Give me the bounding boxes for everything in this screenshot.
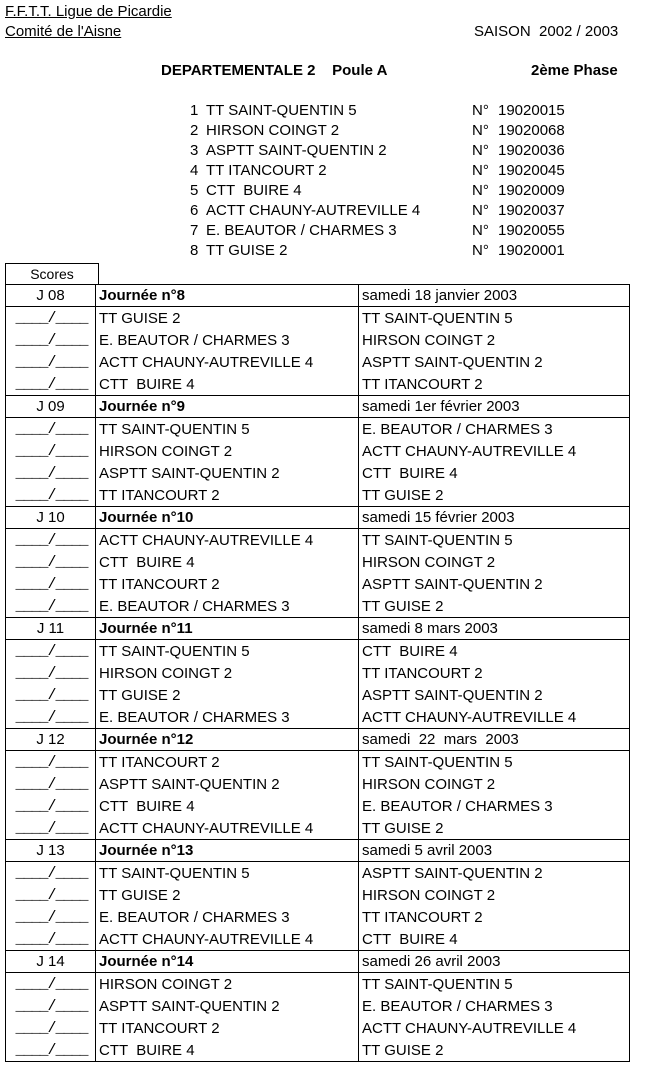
match-row — [6, 906, 630, 928]
away-team: TT SAINT-QUENTIN 5 — [359, 307, 630, 330]
match-row — [6, 706, 630, 729]
team-list — [190, 101, 590, 261]
schedule-table — [5, 263, 630, 1062]
team-name: ACTT CHAUNY-AUTREVILLE 4 — [206, 202, 421, 219]
round-title: Journée n°13 — [96, 840, 359, 862]
score-blank[interactable]: ____/____ — [15, 976, 88, 993]
score-blank[interactable]: ____/____ — [15, 354, 88, 371]
team-number: 5 — [190, 182, 199, 199]
score-blank[interactable]: ____/____ — [15, 776, 88, 793]
away-team: CTT BUIRE 4 — [359, 462, 630, 484]
away-team: ASPTT SAINT-QUENTIN 2 — [359, 351, 630, 373]
score-field[interactable] — [6, 307, 96, 330]
division-title: DEPARTEMENTALE 2 Poule A — [161, 62, 388, 79]
team-row — [190, 241, 590, 261]
team-code: 19020037 — [498, 202, 565, 219]
team-name: TT GUISE 2 — [206, 242, 288, 259]
match-row — [6, 773, 630, 795]
away-team: CTT BUIRE 4 — [359, 928, 630, 951]
away-team: ACTT CHAUNY-AUTREVILLE 4 — [359, 1017, 630, 1039]
score-blank[interactable]: ____/____ — [15, 421, 88, 438]
round-header-row — [6, 285, 630, 307]
team-row — [190, 121, 590, 141]
team-no-label: N° — [472, 222, 489, 239]
score-blank[interactable]: ____/____ — [15, 443, 88, 460]
match-row — [6, 462, 630, 484]
score-blank[interactable]: ____/____ — [15, 665, 88, 682]
away-team: TT ITANCOURT 2 — [359, 373, 630, 396]
home-team: ASPTT SAINT-QUENTIN 2 — [96, 462, 359, 484]
home-team: HIRSON COINGT 2 — [96, 440, 359, 462]
round-title: Journée n°12 — [96, 729, 359, 751]
team-no-label: N° — [472, 162, 489, 179]
score-field[interactable] — [6, 440, 96, 462]
round-date: samedi 8 mars 2003 — [359, 618, 630, 640]
team-name: E. BEAUTOR / CHARMES 3 — [206, 222, 397, 239]
home-team: CTT BUIRE 4 — [96, 795, 359, 817]
home-team: TT GUISE 2 — [96, 884, 359, 906]
away-team: TT GUISE 2 — [359, 595, 630, 618]
away-team: TT GUISE 2 — [359, 1039, 630, 1062]
round-date: samedi 18 janvier 2003 — [359, 285, 630, 307]
phase-label: 2ème Phase — [531, 62, 618, 79]
team-number: 8 — [190, 242, 199, 259]
score-field[interactable] — [6, 551, 96, 573]
home-team: TT ITANCOURT 2 — [96, 484, 359, 507]
score-blank[interactable]: ____/____ — [15, 554, 88, 571]
round-header-row — [6, 618, 630, 640]
score-blank[interactable]: ____/____ — [15, 754, 88, 771]
round-date: samedi 5 avril 2003 — [359, 840, 630, 862]
season-label: SAISON 2002 / 2003 — [474, 23, 619, 40]
match-row — [6, 973, 630, 996]
away-team: ASPTT SAINT-QUENTIN 2 — [359, 862, 630, 885]
team-number: 4 — [190, 162, 199, 179]
round-code: J 08 — [6, 285, 96, 307]
away-team: HIRSON COINGT 2 — [359, 329, 630, 351]
match-row — [6, 307, 630, 330]
match-row — [6, 373, 630, 396]
score-field[interactable] — [6, 884, 96, 906]
round-title: Journée n°8 — [96, 285, 359, 307]
home-team: HIRSON COINGT 2 — [96, 662, 359, 684]
score-blank[interactable]: ____/____ — [15, 532, 88, 549]
home-team: ACTT CHAUNY-AUTREVILLE 4 — [96, 928, 359, 951]
round-date: samedi 15 février 2003 — [359, 507, 630, 529]
away-team: HIRSON COINGT 2 — [359, 773, 630, 795]
home-team: ASPTT SAINT-QUENTIN 2 — [96, 995, 359, 1017]
score-field[interactable] — [6, 1017, 96, 1039]
score-blank[interactable]: ____/____ — [15, 709, 88, 726]
team-name: CTT BUIRE 4 — [206, 182, 302, 199]
score-field[interactable] — [6, 595, 96, 618]
home-team: TT SAINT-QUENTIN 5 — [96, 862, 359, 885]
round-date: samedi 26 avril 2003 — [359, 951, 630, 973]
score-blank[interactable]: ____/____ — [15, 865, 88, 882]
team-row — [190, 181, 590, 201]
team-row — [190, 161, 590, 181]
team-code: 19020009 — [498, 182, 565, 199]
home-team: TT ITANCOURT 2 — [96, 573, 359, 595]
score-blank[interactable]: ____/____ — [15, 376, 88, 393]
score-blank[interactable]: ____/____ — [15, 643, 88, 660]
team-row — [190, 201, 590, 221]
team-no-label: N° — [472, 242, 489, 259]
away-team: E. BEAUTOR / CHARMES 3 — [359, 795, 630, 817]
round-code: J 10 — [6, 507, 96, 529]
team-number: 7 — [190, 222, 199, 239]
match-row — [6, 640, 630, 663]
team-code: 19020045 — [498, 162, 565, 179]
score-field[interactable] — [6, 573, 96, 595]
committee-title: Comité de l'Aisne — [5, 23, 122, 40]
federation-title: F.F.T.T. Ligue de Picardie — [5, 3, 172, 20]
team-no-label: N° — [472, 122, 489, 139]
home-team: TT GUISE 2 — [96, 307, 359, 330]
home-team: CTT BUIRE 4 — [96, 373, 359, 396]
round-title: Journée n°9 — [96, 396, 359, 418]
score-field[interactable] — [6, 462, 96, 484]
match-row — [6, 595, 630, 618]
score-field[interactable] — [6, 484, 96, 507]
team-code: 19020015 — [498, 102, 565, 119]
away-team: TT GUISE 2 — [359, 484, 630, 507]
away-team: HIRSON COINGT 2 — [359, 551, 630, 573]
home-team: ASPTT SAINT-QUENTIN 2 — [96, 773, 359, 795]
team-code: 19020055 — [498, 222, 565, 239]
home-team: CTT BUIRE 4 — [96, 551, 359, 573]
away-team: CTT BUIRE 4 — [359, 640, 630, 663]
score-blank[interactable]: ____/____ — [15, 487, 88, 504]
score-blank[interactable]: ____/____ — [15, 332, 88, 349]
round-date: samedi 22 mars 2003 — [359, 729, 630, 751]
round-header-row — [6, 840, 630, 862]
home-team: TT GUISE 2 — [96, 684, 359, 706]
home-team: ACTT CHAUNY-AUTREVILLE 4 — [96, 351, 359, 373]
home-team: TT ITANCOURT 2 — [96, 751, 359, 774]
score-field[interactable] — [6, 418, 96, 441]
score-field[interactable] — [6, 329, 96, 351]
match-row — [6, 351, 630, 373]
match-row — [6, 329, 630, 351]
match-row — [6, 662, 630, 684]
team-no-label: N° — [472, 142, 489, 159]
away-team: TT GUISE 2 — [359, 817, 630, 840]
match-row — [6, 1017, 630, 1039]
match-row — [6, 684, 630, 706]
round-code: J 12 — [6, 729, 96, 751]
round-header-row — [6, 507, 630, 529]
team-number: 1 — [190, 102, 199, 119]
home-team: TT ITANCOURT 2 — [96, 1017, 359, 1039]
team-number: 3 — [190, 142, 199, 159]
score-field[interactable] — [6, 817, 96, 840]
team-code: 19020001 — [498, 242, 565, 259]
away-team: E. BEAUTOR / CHARMES 3 — [359, 418, 630, 441]
match-row — [6, 551, 630, 573]
score-blank[interactable]: ____/____ — [15, 887, 88, 904]
score-blank[interactable]: ____/____ — [15, 310, 88, 327]
home-team: ACTT CHAUNY-AUTREVILLE 4 — [96, 817, 359, 840]
home-team: TT SAINT-QUENTIN 5 — [96, 640, 359, 663]
home-team: E. BEAUTOR / CHARMES 3 — [96, 906, 359, 928]
team-name: TT SAINT-QUENTIN 5 — [206, 102, 357, 119]
score-field[interactable] — [6, 973, 96, 996]
team-code: 19020068 — [498, 122, 565, 139]
score-field[interactable] — [6, 751, 96, 774]
round-header-row — [6, 951, 630, 973]
away-team: TT ITANCOURT 2 — [359, 906, 630, 928]
score-field[interactable] — [6, 906, 96, 928]
team-name: TT ITANCOURT 2 — [206, 162, 327, 179]
away-team: ASPTT SAINT-QUENTIN 2 — [359, 573, 630, 595]
home-team: E. BEAUTOR / CHARMES 3 — [96, 595, 359, 618]
team-name: HIRSON COINGT 2 — [206, 122, 340, 139]
match-row — [6, 573, 630, 595]
round-header-row — [6, 729, 630, 751]
match-row — [6, 418, 630, 441]
score-field[interactable] — [6, 862, 96, 885]
home-team: TT SAINT-QUENTIN 5 — [96, 418, 359, 441]
score-blank[interactable]: ____/____ — [15, 820, 88, 837]
match-row — [6, 795, 630, 817]
score-blank[interactable]: ____/____ — [15, 598, 88, 615]
match-row — [6, 862, 630, 885]
round-date: samedi 1er février 2003 — [359, 396, 630, 418]
score-field[interactable] — [6, 795, 96, 817]
round-code: J 11 — [6, 618, 96, 640]
round-title: Journée n°11 — [96, 618, 359, 640]
team-name: ASPTT SAINT-QUENTIN 2 — [206, 142, 387, 159]
match-row — [6, 1039, 630, 1062]
score-field[interactable] — [6, 662, 96, 684]
match-row — [6, 484, 630, 507]
score-field[interactable] — [6, 529, 96, 552]
score-blank[interactable]: ____/____ — [15, 576, 88, 593]
away-team: E. BEAUTOR / CHARMES 3 — [359, 995, 630, 1017]
match-row — [6, 884, 630, 906]
home-team: HIRSON COINGT 2 — [96, 973, 359, 996]
home-team: ACTT CHAUNY-AUTREVILLE 4 — [96, 529, 359, 552]
away-team: TT SAINT-QUENTIN 5 — [359, 529, 630, 552]
round-title: Journée n°14 — [96, 951, 359, 973]
score-blank[interactable]: ____/____ — [15, 1042, 88, 1059]
team-row — [190, 101, 590, 121]
score-blank[interactable]: ____/____ — [15, 798, 88, 815]
score-blank[interactable]: ____/____ — [15, 687, 88, 704]
score-field[interactable] — [6, 373, 96, 396]
score-field[interactable] — [6, 928, 96, 951]
home-team: E. BEAUTOR / CHARMES 3 — [96, 329, 359, 351]
away-team: ASPTT SAINT-QUENTIN 2 — [359, 684, 630, 706]
match-row — [6, 995, 630, 1017]
away-team: TT SAINT-QUENTIN 5 — [359, 751, 630, 774]
score-field[interactable] — [6, 640, 96, 663]
score-field[interactable] — [6, 995, 96, 1017]
scores-header: Scores — [5, 263, 99, 284]
score-blank[interactable]: ____/____ — [15, 909, 88, 926]
match-row — [6, 817, 630, 840]
match-row — [6, 440, 630, 462]
team-no-label: N° — [472, 182, 489, 199]
away-team: ACTT CHAUNY-AUTREVILLE 4 — [359, 706, 630, 729]
team-row — [190, 141, 590, 161]
round-code: J 09 — [6, 396, 96, 418]
home-team: E. BEAUTOR / CHARMES 3 — [96, 706, 359, 729]
score-blank[interactable]: ____/____ — [15, 465, 88, 482]
score-blank[interactable]: ____/____ — [15, 931, 88, 948]
score-field[interactable] — [6, 684, 96, 706]
away-team: ACTT CHAUNY-AUTREVILLE 4 — [359, 440, 630, 462]
round-header-row — [6, 396, 630, 418]
match-row — [6, 529, 630, 552]
score-field[interactable] — [6, 706, 96, 729]
match-row — [6, 928, 630, 951]
team-no-label: N° — [472, 102, 489, 119]
score-field[interactable] — [6, 351, 96, 373]
score-field[interactable] — [6, 1039, 96, 1062]
match-row — [6, 751, 630, 774]
team-no-label: N° — [472, 202, 489, 219]
round-code: J 14 — [6, 951, 96, 973]
score-blank[interactable]: ____/____ — [15, 1020, 88, 1037]
team-code: 19020036 — [498, 142, 565, 159]
away-team: HIRSON COINGT 2 — [359, 884, 630, 906]
team-row — [190, 221, 590, 241]
away-team: TT ITANCOURT 2 — [359, 662, 630, 684]
score-field[interactable] — [6, 773, 96, 795]
team-number: 6 — [190, 202, 199, 219]
score-blank[interactable]: ____/____ — [15, 998, 88, 1015]
team-number: 2 — [190, 122, 199, 139]
round-code: J 13 — [6, 840, 96, 862]
away-team: TT SAINT-QUENTIN 5 — [359, 973, 630, 996]
home-team: CTT BUIRE 4 — [96, 1039, 359, 1062]
round-title: Journée n°10 — [96, 507, 359, 529]
